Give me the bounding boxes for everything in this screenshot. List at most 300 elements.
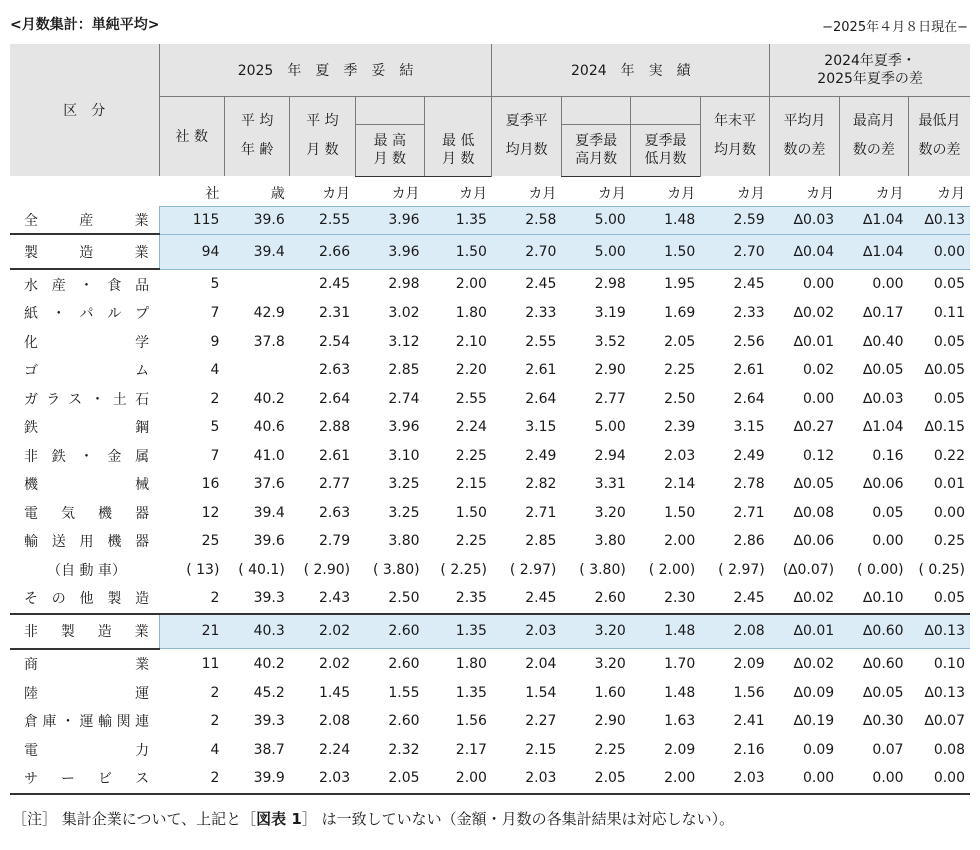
value-cell: ∆0.17 (863, 305, 904, 322)
value-cell: ∆0.19 (793, 713, 835, 730)
row-label: 非 製 造 業 (10, 614, 159, 649)
value-cell: 0.05 (909, 584, 970, 614)
value-cell: 3.20 (594, 504, 626, 521)
row-manufacturing (10, 234, 970, 269)
unit-cell: カ月 (528, 185, 557, 202)
value-cell: 4 (210, 362, 220, 379)
value-cell: ( 40.1) (238, 561, 285, 578)
header-group-2025: 2025 年 夏 季 妥 結 (159, 44, 492, 96)
row-non-manufacturing (10, 614, 970, 649)
row-label: 機 械 (24, 477, 150, 494)
value-cell: 1.35 (425, 614, 492, 649)
header-summer-min-1: 夏季最 (644, 132, 687, 149)
value-cell: 2.27 (525, 713, 557, 730)
value-cell: ( 2.00) (648, 561, 696, 578)
value-cell: 3.52 (594, 333, 626, 350)
footnote-ref: 図表 1 (256, 810, 302, 828)
value-cell: 39.3 (224, 584, 289, 614)
value-cell: ∆0.15 (924, 419, 965, 436)
value-cell: 41.0 (253, 447, 285, 464)
table-row (10, 356, 970, 385)
header-category: 区 分 (10, 44, 159, 176)
value-cell: 2.78 (733, 476, 765, 493)
value-cell: 2.56 (733, 333, 765, 350)
value-cell: 5.00 (561, 234, 630, 269)
value-cell (224, 356, 289, 385)
value-cell: ∆0.02 (770, 584, 839, 614)
value-cell: 115 (159, 206, 224, 234)
value-cell: ∆0.01 (793, 333, 835, 350)
row-label: 電 力 (24, 742, 150, 759)
value-cell: ( 3.80) (579, 561, 626, 578)
value-cell: 2.03 (700, 764, 769, 794)
value-cell: 1.50 (425, 234, 492, 269)
value-cell: 1.69 (664, 305, 696, 322)
value-cell: 2.10 (455, 333, 487, 350)
value-cell: 0.07 (872, 741, 904, 758)
value-cell: 2.50 (664, 390, 696, 407)
value-cell: ∆0.06 (863, 476, 904, 493)
value-cell: 0.05 (872, 504, 904, 521)
value-cell: 2.85 (388, 362, 420, 379)
header-diff-max (839, 96, 908, 176)
header-diff-avg-2: 数の差 (783, 142, 826, 159)
value-cell: 2 (210, 390, 220, 407)
value-cell: 3.96 (355, 234, 424, 269)
unit-cell: カ月 (391, 186, 420, 202)
value-cell: 2 (210, 684, 220, 701)
header-summer-avg-1: 夏季平 (505, 112, 548, 129)
value-cell: 2.15 (455, 476, 487, 493)
value-cell: 2.60 (561, 584, 630, 614)
table-row (10, 707, 970, 736)
value-cell: 3.80 (594, 533, 626, 550)
header-yearend-avg-1: 年末平 (713, 112, 756, 129)
value-cell: 2.32 (388, 741, 420, 758)
value-cell: 1.80 (455, 305, 487, 322)
value-cell: 16 (201, 476, 220, 493)
header-diff-min-1: 最低月 (918, 112, 961, 129)
unit-cell: カ月 (806, 185, 835, 202)
value-cell: ( 3.80) (373, 561, 420, 578)
value-cell: 2.04 (525, 655, 557, 672)
value-cell: 0.05 (933, 333, 965, 350)
value-cell: 2.30 (631, 584, 700, 614)
value-cell: ∆0.27 (793, 419, 835, 436)
row-label: サ ー ビ ス (10, 764, 159, 794)
row-label: 商 業 (24, 657, 150, 673)
value-cell: ∆0.03 (770, 206, 839, 234)
header-diff-avg (770, 96, 839, 176)
value-cell: 2.58 (492, 206, 561, 234)
value-cell: 2.05 (664, 333, 696, 350)
header-avg-months-1: 平 均 (306, 112, 339, 129)
value-cell: 2.60 (388, 655, 420, 672)
table-row (10, 527, 970, 556)
header-summer-min-2: 低月数 (644, 151, 687, 167)
unit-cell: カ月 (322, 185, 351, 202)
value-cell: 1.48 (631, 206, 700, 234)
table-body (10, 176, 970, 794)
value-cell: 2.79 (318, 533, 351, 550)
row-all-industries (10, 206, 970, 234)
value-cell: 3.12 (388, 333, 420, 350)
value-cell: ( 0.25) (918, 561, 965, 578)
header-min-months-2: 月 数 (442, 150, 475, 167)
value-cell: 2.02 (318, 655, 351, 672)
value-cell: 2.08 (318, 713, 351, 730)
value-cell: 2.24 (318, 741, 351, 758)
value-cell: 1.56 (455, 713, 487, 730)
value-cell: ( 2.97) (509, 561, 557, 578)
value-cell: 0.00 (770, 764, 839, 794)
header-max-months-1: 最 高 (373, 132, 407, 149)
value-cell: ∆0.13 (924, 684, 965, 701)
value-cell (224, 269, 289, 299)
value-cell: 5 (210, 276, 220, 293)
value-cell: 2.17 (455, 741, 487, 758)
table-row (10, 764, 970, 794)
value-cell: ( 13) (186, 561, 220, 578)
value-cell: ∆0.13 (909, 614, 970, 649)
value-cell: 2.35 (425, 584, 492, 614)
value-cell: 0.00 (802, 276, 835, 293)
value-cell: 2.70 (700, 234, 769, 269)
table-row (10, 442, 970, 471)
value-cell: 2.25 (455, 533, 487, 550)
value-cell: 0.25 (933, 533, 965, 550)
header-diff-line2: 2025年夏季の差 (817, 70, 923, 87)
value-cell: 2.85 (525, 533, 557, 550)
header-summer-max-1: 夏季最 (575, 132, 618, 149)
table-row (10, 649, 970, 679)
value-cell: 3.15 (733, 419, 765, 436)
value-cell: 2.63 (318, 362, 351, 379)
value-cell: 2.16 (733, 741, 765, 758)
value-cell: 2.64 (318, 390, 351, 407)
value-cell: ∆0.02 (793, 305, 835, 322)
value-cell: ( 2.90) (303, 561, 351, 578)
value-cell: 0.12 (802, 447, 835, 464)
unit-cell: 歳 (270, 185, 285, 202)
value-cell: 2.88 (318, 419, 351, 436)
value-cell: 2.14 (664, 476, 696, 493)
value-cell: 2.61 (525, 362, 557, 379)
value-cell: 0.00 (839, 764, 908, 794)
unit-cell: カ月 (875, 185, 904, 202)
value-cell: 2.33 (733, 305, 765, 322)
header-diff-min (909, 96, 970, 176)
table-row (10, 470, 970, 499)
row-label: ガラス・土石 (24, 391, 150, 408)
value-cell: 9 (210, 333, 220, 350)
value-cell: 39.9 (224, 764, 289, 794)
value-cell: 0.00 (872, 533, 904, 550)
value-cell: 2.82 (525, 476, 557, 493)
value-cell: ( 2.25) (440, 561, 487, 578)
value-cell: 2.39 (664, 419, 696, 436)
value-cell: ∆0.06 (793, 533, 835, 550)
value-cell: ∆0.60 (863, 655, 904, 672)
header-summer-avg (492, 96, 561, 176)
value-cell: 3.31 (594, 476, 626, 493)
header-companies: 社 数 (159, 96, 224, 176)
table-row (10, 584, 970, 614)
table-row (10, 736, 970, 765)
value-cell: ∆0.01 (770, 614, 839, 649)
value-cell: 0.11 (933, 305, 965, 322)
value-cell: 2.55 (455, 390, 487, 407)
value-cell: ( 0.00) (857, 561, 904, 578)
value-cell: 2.09 (733, 655, 765, 672)
value-cell: 2.45 (318, 276, 351, 293)
value-cell: 1.63 (664, 713, 696, 730)
value-cell: 2.71 (733, 504, 765, 521)
value-cell: 3.96 (355, 206, 424, 234)
value-cell: 0.00 (872, 276, 904, 293)
value-cell: 1.70 (664, 655, 696, 672)
value-cell: 2.03 (290, 764, 355, 794)
value-cell: 37.8 (253, 333, 285, 350)
value-cell: 2.60 (355, 614, 424, 649)
value-cell: 2 (159, 764, 224, 794)
value-cell: 21 (159, 614, 224, 649)
value-cell: 2.86 (733, 533, 765, 550)
row-label: その他製造 (10, 584, 159, 614)
footnote-suffix: ］ は一致していない（金額・月数の各集計結果は対応しない）。 (301, 810, 735, 828)
value-cell: ∆1.04 (839, 234, 908, 269)
value-cell: 2.90 (594, 362, 626, 379)
value-cell: 11 (201, 655, 220, 672)
header-yearend-avg (700, 96, 769, 176)
value-cell: 2.54 (318, 333, 351, 350)
value-cell: 0.00 (802, 390, 835, 407)
value-cell: 2.66 (290, 234, 355, 269)
value-cell: 2.00 (631, 764, 700, 794)
value-cell: 0.01 (933, 476, 965, 493)
value-cell: 1.55 (388, 684, 420, 701)
value-cell: ∆1.04 (839, 206, 908, 234)
row-label: （自 動 車） (47, 562, 126, 579)
value-cell: 2.41 (733, 713, 765, 730)
value-cell: ∆0.40 (863, 333, 904, 350)
value-cell: 0.16 (872, 447, 904, 464)
row-label: 水産・食品 (24, 277, 150, 294)
value-cell: ∆0.07 (924, 713, 965, 730)
header-diff-line1: 2024年夏季・ (824, 52, 916, 69)
value-cell: ∆0.13 (909, 206, 970, 234)
value-cell: 2.71 (525, 504, 557, 521)
value-cell: 5.00 (561, 206, 630, 234)
value-cell: 2.00 (455, 276, 487, 293)
value-cell: 39.3 (253, 713, 285, 730)
value-cell: 5.00 (594, 419, 626, 436)
value-cell: 2.55 (290, 206, 355, 234)
table-row (10, 328, 970, 357)
header-diff-avg-1: 平均月 (783, 112, 826, 129)
value-cell: 3.02 (388, 305, 420, 322)
value-cell: 0.00 (933, 504, 965, 521)
value-cell: 94 (159, 234, 224, 269)
value-cell: 2.98 (388, 276, 420, 293)
value-cell: 25 (201, 533, 220, 550)
value-cell: 2.31 (318, 305, 351, 322)
value-cell: 3.96 (388, 419, 420, 436)
unit-cell: 社 (205, 185, 220, 202)
value-cell: 2.60 (388, 713, 420, 730)
value-cell: 0.08 (933, 741, 965, 758)
value-cell: 2.03 (664, 447, 696, 464)
value-cell: ∆0.05 (793, 476, 835, 493)
value-cell: 2.61 (318, 447, 351, 464)
value-cell: 1.50 (664, 504, 696, 521)
value-cell: 2.15 (525, 741, 557, 758)
header-summer-avg-2: 均月数 (505, 142, 548, 159)
table-row (10, 299, 970, 328)
value-cell: 2.00 (425, 764, 492, 794)
value-cell: 7 (210, 305, 220, 322)
row-label: 電気機器 (24, 505, 150, 522)
value-cell: 0.09 (802, 741, 835, 758)
unit-cell: カ月 (937, 185, 965, 202)
value-cell: ∆0.02 (793, 655, 835, 672)
monthly-bonus-table (10, 44, 970, 795)
value-cell: ∆0.05 (863, 684, 904, 701)
value-cell: 3.15 (525, 419, 557, 436)
value-cell: 1.45 (318, 684, 351, 701)
value-cell: ∆0.30 (863, 713, 904, 730)
table-row (10, 556, 970, 585)
value-cell: 2.33 (525, 305, 557, 322)
unit-cell: カ月 (597, 186, 626, 202)
value-cell: 12 (201, 504, 220, 521)
header-yearend-avg-2: 均月数 (713, 142, 756, 159)
value-cell: 1.95 (664, 276, 696, 293)
value-cell: 1.50 (631, 234, 700, 269)
header-max-months (355, 124, 424, 176)
value-cell: 2.03 (492, 614, 561, 649)
value-cell: 39.4 (253, 504, 285, 521)
value-cell: 0.05 (933, 276, 965, 293)
value-cell: 0.00 (909, 234, 970, 269)
value-cell: 2.24 (455, 419, 487, 436)
value-cell: 1.80 (455, 655, 487, 672)
table-caption: <月数集計：単純平均> (10, 17, 160, 33)
table-row (10, 269, 970, 299)
header-summer-min (631, 124, 700, 176)
row-label: 紙・パルプ (24, 306, 150, 323)
value-cell: 2.63 (318, 504, 351, 521)
value-cell: 2.98 (594, 276, 626, 293)
units-row (10, 176, 970, 206)
value-cell: ∆0.04 (770, 234, 839, 269)
value-cell: 3.20 (594, 655, 626, 672)
header-diff-min-2: 数の差 (918, 142, 961, 159)
row-label: 陸 運 (24, 685, 150, 702)
value-cell: 2.55 (525, 333, 557, 350)
value-cell: 2.45 (492, 584, 561, 614)
value-cell: 2.09 (664, 741, 696, 758)
value-cell: 3.25 (388, 476, 420, 493)
table-row (10, 385, 970, 414)
header-group-2024: 2024 年 実 績 (492, 44, 770, 96)
value-cell: 1.35 (425, 206, 492, 234)
value-cell: 2.45 (525, 276, 557, 293)
value-cell: 38.7 (253, 741, 285, 758)
row-label: 輸送用機器 (24, 534, 150, 551)
value-cell: 2.59 (700, 206, 769, 234)
value-cell: 2.61 (733, 362, 765, 379)
value-cell: 2.45 (733, 276, 765, 293)
footnote-prefix: ［注］ 集計企業について、上記と［ (12, 810, 257, 828)
value-cell: ∆0.09 (793, 684, 835, 701)
row-label: 倉庫・運輸関連 (24, 714, 150, 731)
value-cell: 2.25 (455, 447, 487, 464)
value-cell: 3.20 (561, 614, 630, 649)
value-cell: 2.25 (664, 362, 696, 379)
value-cell: 5 (210, 419, 220, 436)
value-cell: 2.50 (355, 584, 424, 614)
value-cell: 3.25 (388, 504, 420, 521)
value-cell: 2.05 (355, 764, 424, 794)
value-cell: 37.6 (253, 476, 285, 493)
value-cell: 3.80 (388, 533, 420, 550)
value-cell: 2.74 (388, 390, 420, 407)
table-row (10, 499, 970, 528)
row-label: ゴ ム (24, 363, 150, 380)
value-cell: 3.19 (594, 305, 626, 322)
header-group-diff (770, 44, 970, 96)
value-cell: 2.25 (594, 741, 626, 758)
value-cell: (∆0.07) (782, 561, 835, 578)
unit-cell: カ月 (667, 186, 696, 202)
value-cell: ∆0.05 (863, 362, 904, 379)
value-cell: 1.48 (664, 684, 696, 701)
header-diff-max-2: 数の差 (852, 142, 895, 159)
value-cell: 0.02 (802, 362, 835, 379)
value-cell: 2.20 (455, 362, 487, 379)
row-label: 鉄 鋼 (24, 420, 150, 437)
unit-cell: カ月 (458, 186, 487, 202)
value-cell: 7 (210, 447, 220, 464)
value-cell: 40.3 (224, 614, 289, 649)
value-cell: 39.6 (253, 533, 285, 550)
value-cell: 2.64 (525, 390, 557, 407)
value-cell: 3.10 (388, 447, 420, 464)
value-cell: 2.90 (594, 713, 626, 730)
value-cell: ∆1.04 (863, 419, 904, 436)
value-cell: 2.03 (492, 764, 561, 794)
value-cell: 1.35 (455, 684, 487, 701)
value-cell: 1.54 (525, 684, 557, 701)
row-label: 非鉄・金属 (24, 448, 150, 465)
value-cell: 2.08 (700, 614, 769, 649)
value-cell: 2.05 (561, 764, 630, 794)
value-cell: 2.77 (594, 390, 626, 407)
value-cell: 2.49 (525, 447, 557, 464)
value-cell: 2.45 (700, 584, 769, 614)
value-cell: 45.2 (253, 684, 285, 701)
value-cell: ( 2.97) (718, 561, 765, 578)
value-cell: ∆0.08 (793, 504, 835, 521)
value-cell: 1.60 (594, 684, 626, 701)
table-row (10, 679, 970, 708)
value-cell: 39.4 (224, 234, 289, 269)
value-cell: 4 (210, 741, 220, 758)
value-cell: 1.56 (733, 684, 765, 701)
value-cell: 2.00 (664, 533, 696, 550)
value-cell: 39.6 (224, 206, 289, 234)
